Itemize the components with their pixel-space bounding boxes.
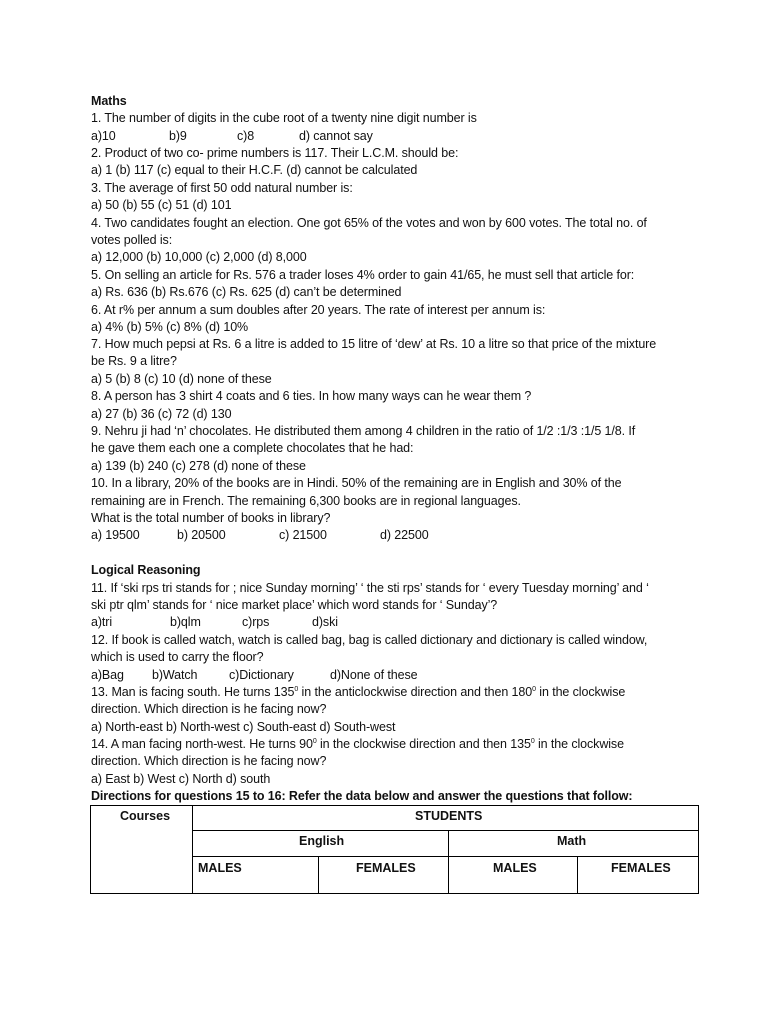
question-2: 2. Product of two co- prime numbers is 117. Their L.C.M. should be: xyxy=(91,146,459,160)
question-8: 8. A person has 3 shirt 4 coats and 6 ties. In how many ways can he wear them ? xyxy=(91,389,532,403)
question-6: 6. At r% per annum a sum doubles after 20 years. The rate of interest per annum is: xyxy=(91,303,546,317)
students-table xyxy=(90,805,699,894)
table-header-students: STUDENTS xyxy=(415,809,483,823)
question-14-line-2: direction. Which direction is he facing now? xyxy=(91,754,327,768)
table-header-math-females: FEMALES xyxy=(611,861,671,875)
option-a: a)Bag xyxy=(91,668,124,682)
option-c: c)Dictionary xyxy=(229,668,294,682)
table-divider xyxy=(318,856,319,893)
table-header-math-males: MALES xyxy=(493,861,537,875)
question-11-options xyxy=(91,614,711,631)
question-11-line-1: 11. If ‘ski rps tri stands for ; nice Sunday morning’ ‘ the sti rps’ stands for ‘ every Tuesday morning’ and ‘ xyxy=(91,581,649,595)
question-10-options xyxy=(91,527,711,544)
question-14-options: a) East b) West c) North d) south xyxy=(91,772,271,786)
directions-text: Directions for questions 15 to 16: Refer the data below and answer the questions that follow: xyxy=(91,789,633,803)
question-4-line-2: votes polled is: xyxy=(91,233,173,247)
question-10-line-2: remaining are in French. The remaining 6,300 books are in regional languages. xyxy=(91,494,521,508)
question-8-options: a) 27 (b) 36 (c) 72 (d) 130 xyxy=(91,407,232,421)
table-divider xyxy=(192,830,698,831)
question-1: 1. The number of digits in the cube root of a twenty nine digit number is xyxy=(91,111,477,125)
option-a: a)tri xyxy=(91,615,113,629)
question-11-line-2: ski ptr qlm’ stands for ‘ nice market place’ which word stands for ‘ Sunday’? xyxy=(91,598,498,612)
table-header-english-males: MALES xyxy=(198,861,242,875)
table-divider xyxy=(192,806,193,893)
table-header-courses: Courses xyxy=(120,809,171,823)
option-b: b)9 xyxy=(169,129,187,143)
section-heading-maths: Maths xyxy=(91,94,127,108)
question-6-options: a) 4% (b) 5% (c) 8% (d) 10% xyxy=(91,320,249,334)
question-9-line-1: 9. Nehru ji had ‘n’ chocolates. He distributed them among 4 children in the ratio of 1/2 :1/3 :1/5 1/8. If xyxy=(91,424,636,438)
question-7-line-2: be Rs. 9 a litre? xyxy=(91,354,177,368)
table-header-english: English xyxy=(299,834,345,848)
table-divider xyxy=(577,856,578,893)
question-4-options: a) 12,000 (b) 10,000 (c) 2,000 (d) 8,000 xyxy=(91,250,307,264)
table-divider xyxy=(448,830,449,893)
question-10-line-3: What is the total number of books in library? xyxy=(91,511,331,525)
option-c: c) 21500 xyxy=(279,528,327,542)
degree-mark: 0 xyxy=(530,738,535,745)
option-a: a)10 xyxy=(91,129,116,143)
question-7-options: a) 5 (b) 8 (c) 10 (d) none of these xyxy=(91,372,272,386)
question-1-options xyxy=(91,128,711,145)
question-12-line-1: 12. If book is called watch, watch is called bag, bag is called dictionary and dictionary is called window, xyxy=(91,633,648,647)
question-12-line-2: which is used to carry the floor? xyxy=(91,650,264,664)
degree-mark: 0 xyxy=(294,686,299,693)
question-12-options xyxy=(91,667,711,684)
option-b: b)qlm xyxy=(170,615,201,629)
option-c: c)rps xyxy=(242,615,270,629)
option-d: d)ski xyxy=(312,615,338,629)
option-b: b) 20500 xyxy=(177,528,226,542)
option-a: a) 19500 xyxy=(91,528,140,542)
degree-mark: 0 xyxy=(532,686,536,693)
question-13-line-1: 13. Man is facing south. He turns $135^0$ in the anticlockwise direction and then $180^0$ in the clockwise xyxy=(91,685,626,699)
table-divider xyxy=(192,856,698,857)
question-9-line-2: he gave them each one a complete chocolates that he had: xyxy=(91,441,414,455)
option-b: b)Watch xyxy=(152,668,198,682)
table-header-english-females: FEMALES xyxy=(356,861,416,875)
degree-mark: 0 xyxy=(312,738,317,745)
option-d: d)None of these xyxy=(330,668,418,682)
question-5: 5. On selling an article for Rs. 576 a trader loses 4% order to gain 41/65, he must sell that article for: xyxy=(91,268,635,282)
question-14-line-1: 14. A man facing north-west. He turns $90^0$ in the clockwise direction and then $135^0$ in the clockwise xyxy=(91,737,624,751)
question-3-options: a) 50 (b) 55 (c) 51 (d) 101 xyxy=(91,198,232,212)
question-7-line-1: 7. How much pepsi at Rs. 6 a litre is added to 15 litre of ‘dew’ at Rs. 10 a litre so that price of the mixture xyxy=(91,337,657,351)
option-c: c)8 xyxy=(237,129,255,143)
question-13-line-2: direction. Which direction is he facing now? xyxy=(91,702,327,716)
question-10-line-1: 10. In a library, 20% of the books are in Hindi. 50% of the remaining are in English and 30% of the xyxy=(91,476,622,490)
question-4-line-1: 4. Two candidates fought an election. One got 65% of the votes and won by 600 votes. The total no. of xyxy=(91,216,647,230)
question-3: 3. The average of first 50 odd natural number is: xyxy=(91,181,353,195)
question-2-options: a) 1 (b) 117 (c) equal to their H.C.F. (d) cannot be calculated xyxy=(91,163,418,177)
table-header-math: Math xyxy=(557,834,587,848)
question-9-options: a) 139 (b) 240 (c) 278 (d) none of these xyxy=(91,459,306,473)
section-heading-logical-reasoning: Logical Reasoning xyxy=(91,563,201,577)
question-13-options: a) North-east b) North-west c) South-east d) South-west xyxy=(91,720,396,734)
question-5-options: a) Rs. 636 (b) Rs.676 (c) Rs. 625 (d) can’t be determined xyxy=(91,285,402,299)
option-d: d) cannot say xyxy=(299,129,373,143)
option-d: d) 22500 xyxy=(380,528,429,542)
